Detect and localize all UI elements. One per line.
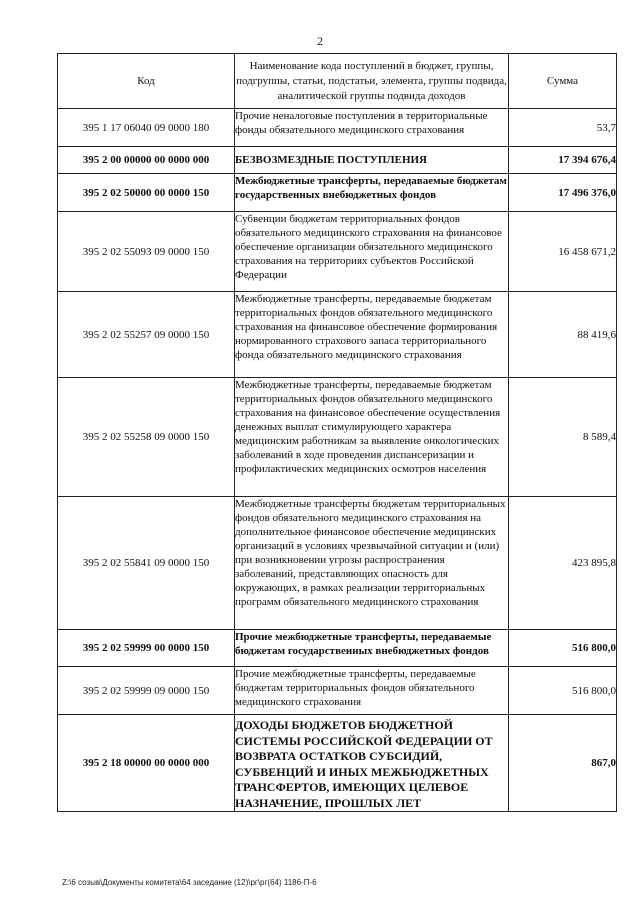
row-name: Субвенции бюджетам территориальных фондов обязательного медицинского страхования на финансовое обеспечение организации обязательного медицинского страхования на территориях субъектов Российской Федерации <box>235 212 509 292</box>
table-row <box>58 147 617 174</box>
row-name: Прочие межбюджетные трансферты, передаваемые бюджетам территориальных фондов обязательного медицинского страхования <box>235 667 509 715</box>
table-header-row <box>58 54 617 109</box>
table-row <box>58 497 617 630</box>
table-row <box>58 378 617 497</box>
row-sum: 8 589,4 <box>509 378 617 497</box>
header-sum: Сумма <box>509 54 617 109</box>
row-code: 395 2 02 55258 09 0000 150 <box>58 378 235 497</box>
row-name: Межбюджетные трансферты, передаваемые бюджетам территориальных фондов обязательного медицинского страхования на финансовое обеспечение формирования нормированного страхового запаса территориального фонда обязательного медицинского страхования <box>235 292 509 378</box>
table-row <box>58 667 617 715</box>
row-code: 395 2 02 59999 00 0000 150 <box>58 630 235 667</box>
table-row <box>58 630 617 667</box>
row-name: БЕЗВОЗМЕЗДНЫЕ ПОСТУПЛЕНИЯ <box>235 147 509 174</box>
table-row <box>58 109 617 147</box>
header-name: Наименование кода поступлений в бюджет, группы, подгруппы, статьи, подстатьи, элемента, группы подвида, аналитической группы подвида доходов <box>235 54 509 109</box>
row-code: 395 2 02 55257 09 0000 150 <box>58 292 235 378</box>
file-path-footer: Z:\6 созыв\Документы комитета\64 заседание (12)\рг\рг(64) 1186-П-6 <box>62 878 317 887</box>
row-sum: 17 496 376,0 <box>509 174 617 212</box>
row-code: 395 2 18 00000 00 0000 000 <box>58 715 235 812</box>
row-sum: 17 394 676,4 <box>509 147 617 174</box>
row-code: 395 2 00 00000 00 0000 000 <box>58 147 235 174</box>
row-name: Прочие межбюджетные трансферты, передаваемые бюджетам государственных внебюджетных фондов <box>235 630 509 667</box>
row-code: 395 2 02 55841 09 0000 150 <box>58 497 235 630</box>
row-sum: 423 895,8 <box>509 497 617 630</box>
revenue-table <box>57 53 617 812</box>
row-sum: 516 800,0 <box>509 630 617 667</box>
row-code: 395 2 02 59999 09 0000 150 <box>58 667 235 715</box>
row-name: Межбюджетные трансферты, передаваемые бюджетам территориальных фондов обязательного медицинского страхования на финансовое обеспечение осуществления денежных выплат стимулирующего характера медицинским работникам за выявление онкологических заболеваний в ходе проведения диспансеризации и профилактических медицинских осмотров населения <box>235 378 509 497</box>
row-code: 395 1 17 06040 09 0000 180 <box>58 109 235 147</box>
row-sum: 867,0 <box>509 715 617 812</box>
row-code: 395 2 02 50000 00 0000 150 <box>58 174 235 212</box>
row-sum: 16 458 671,2 <box>509 212 617 292</box>
row-name: Прочие неналоговые поступления в территориальные фонды обязательного медицинского страхования <box>235 109 509 147</box>
table-row <box>58 212 617 292</box>
header-code: Код <box>58 54 235 109</box>
page-number: 2 <box>317 34 323 48</box>
row-sum: 516 800,0 <box>509 667 617 715</box>
table-row <box>58 715 617 812</box>
row-sum: 53,7 <box>509 109 617 147</box>
row-name: Межбюджетные трансферты, передаваемые бюджетам государственных внебюджетных фондов <box>235 174 509 212</box>
row-code: 395 2 02 55093 09 0000 150 <box>58 212 235 292</box>
row-sum: 88 419,6 <box>509 292 617 378</box>
table-row <box>58 174 617 212</box>
row-name: ДОХОДЫ БЮДЖЕТОВ БЮДЖЕТНОЙ СИСТЕМЫ РОССИЙСКОЙ ФЕДЕРАЦИИ ОТ ВОЗВРАТА ОСТАТКОВ СУБСИДИЙ, СУБВЕНЦИЙ И ИНЫХ МЕЖБЮДЖЕТНЫХ ТРАНСФЕРТОВ, ИМЕЮЩИХ ЦЕЛЕВОЕ НАЗНАЧЕНИЕ, ПРОШЛЫХ ЛЕТ <box>235 715 509 812</box>
row-name: Межбюджетные трансферты бюджетам территориальных фондов обязательного медицинского страхования на дополнительное финансовое обеспечение медицинских организаций в условиях чрезвычайной ситуации и (или) при возникновении угрозы распространения заболеваний, представляющих опасность для окружающих, в рамках реализации территориальных программ обязательного медицинского страхования <box>235 497 509 630</box>
table-row <box>58 292 617 378</box>
